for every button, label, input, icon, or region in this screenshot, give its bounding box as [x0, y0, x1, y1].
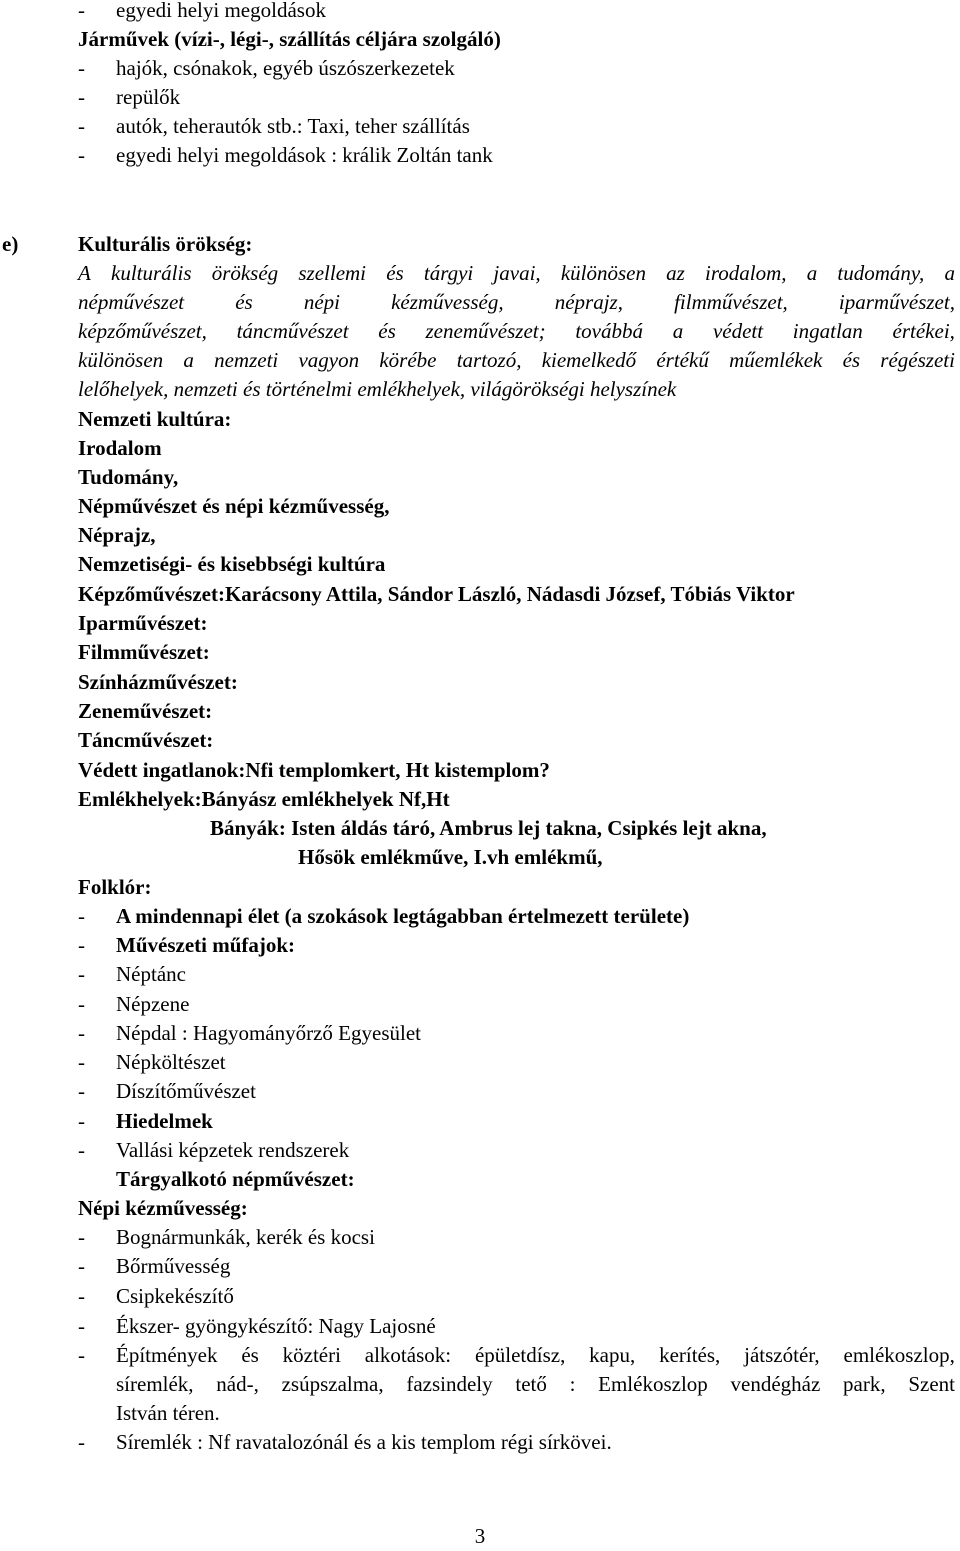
list-item: Művészeti műfajok:	[116, 933, 296, 957]
dash: -	[78, 1050, 85, 1074]
list-item: Népművészet és népi kézművesség,	[78, 494, 390, 518]
targyalkoto-label: Tárgyalkotó népművészet:	[116, 1167, 355, 1191]
section-marker: e)	[2, 232, 19, 256]
zenemuveszet-label: Zeneművészet:	[78, 699, 213, 723]
dash: -	[78, 143, 85, 167]
paragraph-line: képzőművészet, táncművészet és zeneművészet; továbbá a védett ingatlan értékei,	[78, 319, 955, 343]
list-item: Bőrművesség	[116, 1254, 231, 1278]
dash: -	[78, 0, 85, 22]
filmmuveszet-label: Filmművészet:	[78, 640, 210, 664]
heading-jarmuvek: Járművek (vízi-, légi-, szállítás céljára szolgáló)	[78, 27, 501, 51]
dash: -	[78, 1079, 85, 1103]
heading-nepi-kezmuvesseg: Népi kézművesség:	[78, 1196, 248, 1220]
list-item: Síremlék : Nf ravatalozónál és a kis templom régi sírkövei.	[116, 1430, 612, 1454]
list-item: egyedi helyi megoldások	[116, 0, 326, 22]
paragraph-line: népművészet és népi kézművesség, néprajz, filmművészet, iparművészet,	[78, 290, 955, 314]
heading-folklor: Folklór:	[78, 875, 152, 899]
list-item: Ékszer- gyöngykészítő: Nagy Lajosné	[116, 1314, 436, 1338]
dash: -	[78, 962, 85, 986]
kepzomuveszet-line: Képzőművészet:Karácsony Attila, Sándor László, Nádasdi József, Tóbiás Viktor	[78, 582, 795, 606]
dash: -	[78, 1225, 85, 1249]
list-item: Népköltészet	[116, 1050, 226, 1074]
paragraph-line: lelőhelyek, nemzeti és történelmi emlékhelyek, világörökségi helyszínek	[78, 377, 677, 401]
list-item: egyedi helyi megoldások : králik Zoltán tank	[116, 143, 493, 167]
paragraph-line: A kulturális örökség szellemi és tárgyi javai, különösen az irodalom, a tudomány, a	[78, 261, 955, 285]
list-item: autók, teherautók stb.: Taxi, teher szállítás	[116, 114, 470, 138]
dash: -	[78, 1138, 85, 1162]
dash: -	[78, 56, 85, 80]
list-item: Népzene	[116, 992, 190, 1016]
list-item: Díszítőművészet	[116, 1079, 256, 1103]
list-item: Nemzetiségi- és kisebbségi kultúra	[78, 552, 386, 576]
szinhazmuveszet-label: Színházművészet:	[78, 670, 238, 694]
emlekhelyek-line: Emlékhelyek:Bányász emlékhelyek Nf,Ht	[78, 787, 450, 811]
list-item: Népdal : Hagyományőrző Egyesület	[116, 1021, 421, 1045]
dash: -	[78, 1021, 85, 1045]
dash: -	[78, 1284, 85, 1308]
list-item: Vallási képzetek rendszerek	[116, 1138, 350, 1162]
list-item: repülők	[116, 85, 181, 109]
vedett-ingatlanok-line: Védett ingatlanok:Nfi templomkert, Ht kistemplom?	[78, 758, 550, 782]
dash: -	[78, 1254, 85, 1278]
banyak-line: Bányák: Isten áldás táró, Ambrus lej takna, Csipkés lejt akna,	[210, 816, 767, 840]
list-item: Irodalom	[78, 436, 162, 460]
dash: -	[78, 1430, 85, 1454]
section-title: Kulturális örökség:	[78, 232, 253, 256]
dash: -	[78, 1343, 85, 1367]
list-item-continued: István téren.	[116, 1401, 220, 1425]
list-item: Csipkekészítő	[116, 1284, 234, 1308]
hosok-line: Hősök emlékműve, I.vh emlékmű,	[298, 845, 603, 869]
dash: -	[78, 1314, 85, 1338]
page-number: 3	[474, 1524, 486, 1548]
list-item: Néptánc	[116, 962, 186, 986]
list-item: A mindennapi élet (a szokások legtágabban értelmezett területe)	[116, 904, 690, 928]
list-item: hajók, csónakok, egyéb úszószerkezetek	[116, 56, 455, 80]
paragraph-line: különösen a nemzeti vagyon körébe tartozó, kiemelkedő értékű műemlékek és régészeti	[78, 348, 955, 372]
list-item: Hiedelmek	[116, 1109, 213, 1133]
dash: -	[78, 992, 85, 1016]
iparmuveszet-label: Iparművészet:	[78, 611, 208, 635]
dash: -	[78, 85, 85, 109]
dash: -	[78, 933, 85, 957]
list-item-continued: síremlék, nád-, zsúpszalma, fazsindely tető : Emlékoszlop vendégház park, Szent	[116, 1372, 955, 1396]
heading-nemzeti-kultura: Nemzeti kultúra:	[78, 407, 232, 431]
list-item: Néprajz,	[78, 523, 156, 547]
list-item: Tudomány,	[78, 465, 179, 489]
tancmuveszet-label: Táncművészet:	[78, 728, 214, 752]
list-item: Bognármunkák, kerék és kocsi	[116, 1225, 375, 1249]
list-item: Építmények és köztéri alkotások: épületdísz, kapu, kerítés, játszótér, emlékoszlop,	[116, 1343, 955, 1367]
dash: -	[78, 904, 85, 928]
dash: -	[78, 1109, 85, 1133]
dash: -	[78, 114, 85, 138]
